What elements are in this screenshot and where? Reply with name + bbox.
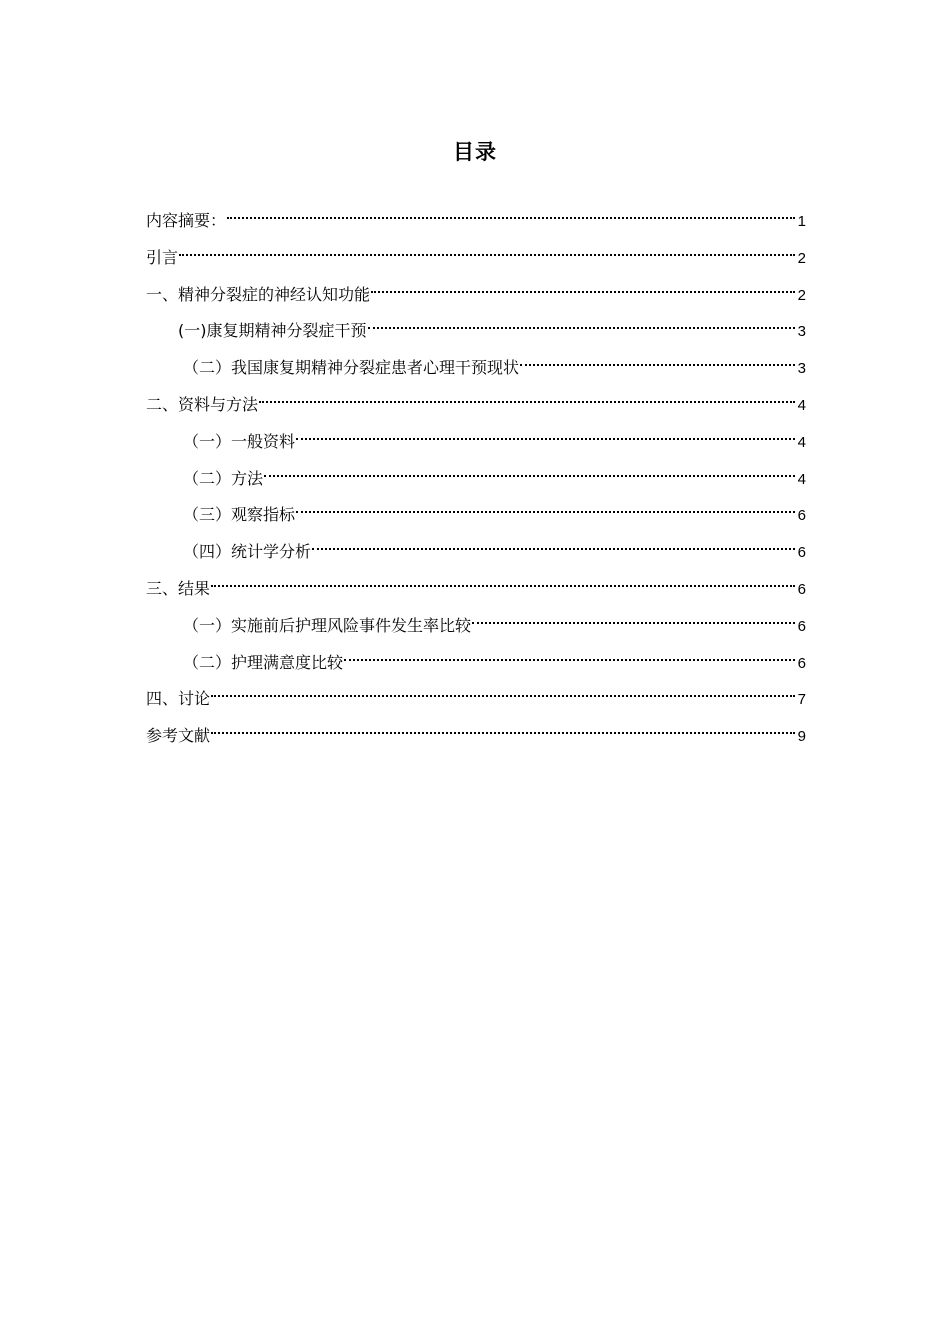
toc-entry-label: 三、结果 xyxy=(146,578,211,598)
toc-entry-label: （一）一般资料 xyxy=(183,431,296,451)
toc-entry-page-number: 6 xyxy=(797,617,806,635)
toc-entry-label: 二、资料与方法 xyxy=(146,394,259,414)
toc-dot-leader xyxy=(264,458,795,484)
toc-entry-page-number: 7 xyxy=(797,691,806,709)
toc-entry-label: （四）统计学分析 xyxy=(183,542,312,562)
toc-entry-page-number: 6 xyxy=(797,580,806,598)
toc-dot-leader xyxy=(179,237,795,263)
toc-entry-page-number: 6 xyxy=(797,507,806,525)
toc-entry-label: 参考文献 xyxy=(146,726,211,746)
toc-entry-section-3-2[interactable] xyxy=(146,642,806,679)
toc-entry-section-1-2[interactable] xyxy=(146,347,806,384)
toc-dot-leader xyxy=(259,384,795,410)
toc-entry-section-3-1[interactable] xyxy=(146,605,806,642)
toc-entry-abstract[interactable] xyxy=(146,200,806,237)
toc-dot-leader xyxy=(344,642,795,668)
toc-entry-section-2-3[interactable] xyxy=(146,494,806,531)
toc-entry-page-number: 4 xyxy=(797,396,806,414)
toc-entry-label: 引言 xyxy=(146,247,179,267)
toc-entry-page-number: 3 xyxy=(797,323,806,341)
toc-dot-leader xyxy=(211,715,795,741)
toc-entry-section-2-4[interactable] xyxy=(146,531,806,568)
toc-entry-page-number: 9 xyxy=(797,728,806,746)
toc-entry-references[interactable] xyxy=(146,715,806,752)
toc-entry-page-number: 3 xyxy=(797,360,806,378)
toc-entry-label: （三）观察指标 xyxy=(183,505,296,525)
toc-entry-section-1-1[interactable] xyxy=(146,310,806,347)
toc-entry-page-number: 2 xyxy=(797,249,806,267)
toc-entry-section-2[interactable] xyxy=(146,384,806,421)
toc-entry-page-number: 6 xyxy=(797,544,806,562)
toc-entry-section-2-1[interactable] xyxy=(146,421,806,458)
toc-dot-leader xyxy=(368,310,796,336)
toc-dot-leader xyxy=(296,494,795,520)
toc-entry-section-3[interactable] xyxy=(146,568,806,605)
toc-entry-page-number: 1 xyxy=(797,213,806,230)
toc-dot-leader xyxy=(520,347,795,373)
toc-entry-label: （二）我国康复期精神分裂症患者心理干预现状 xyxy=(183,358,520,378)
toc-entry-label: (一)康复期精神分裂症干预 xyxy=(178,321,367,341)
toc-entry-label: 内容摘要： xyxy=(146,211,227,230)
toc-entry-section-1[interactable] xyxy=(146,274,806,311)
toc-dot-leader xyxy=(312,531,795,557)
toc-entry-label: （二）护理满意度比较 xyxy=(183,652,344,672)
toc-entry-section-4[interactable] xyxy=(146,678,806,715)
toc-entry-page-number: 2 xyxy=(797,286,806,304)
toc-dot-leader xyxy=(472,605,795,631)
toc-dot-leader xyxy=(371,274,795,300)
toc-dot-leader xyxy=(211,568,795,594)
toc-dot-leader xyxy=(296,421,795,447)
toc-entry-label: 一、精神分裂症的神经认知功能 xyxy=(146,284,371,304)
toc-entry-page-number: 4 xyxy=(797,433,806,451)
toc-entry-label: （一）实施前后护理风险事件发生率比较 xyxy=(183,615,472,635)
toc-entry-label: （二）方法 xyxy=(183,468,264,488)
toc-entry-section-2-2[interactable] xyxy=(146,458,806,495)
toc-entry-page-number: 6 xyxy=(797,654,806,672)
toc-dot-leader xyxy=(227,200,795,226)
toc-dot-leader xyxy=(211,678,795,704)
toc-title: 目录 xyxy=(453,140,497,164)
toc-entry-label: 四、讨论 xyxy=(146,689,211,709)
toc-list xyxy=(146,200,806,752)
toc-entry-introduction[interactable] xyxy=(146,237,806,274)
toc-entry-page-number: 4 xyxy=(797,470,806,488)
